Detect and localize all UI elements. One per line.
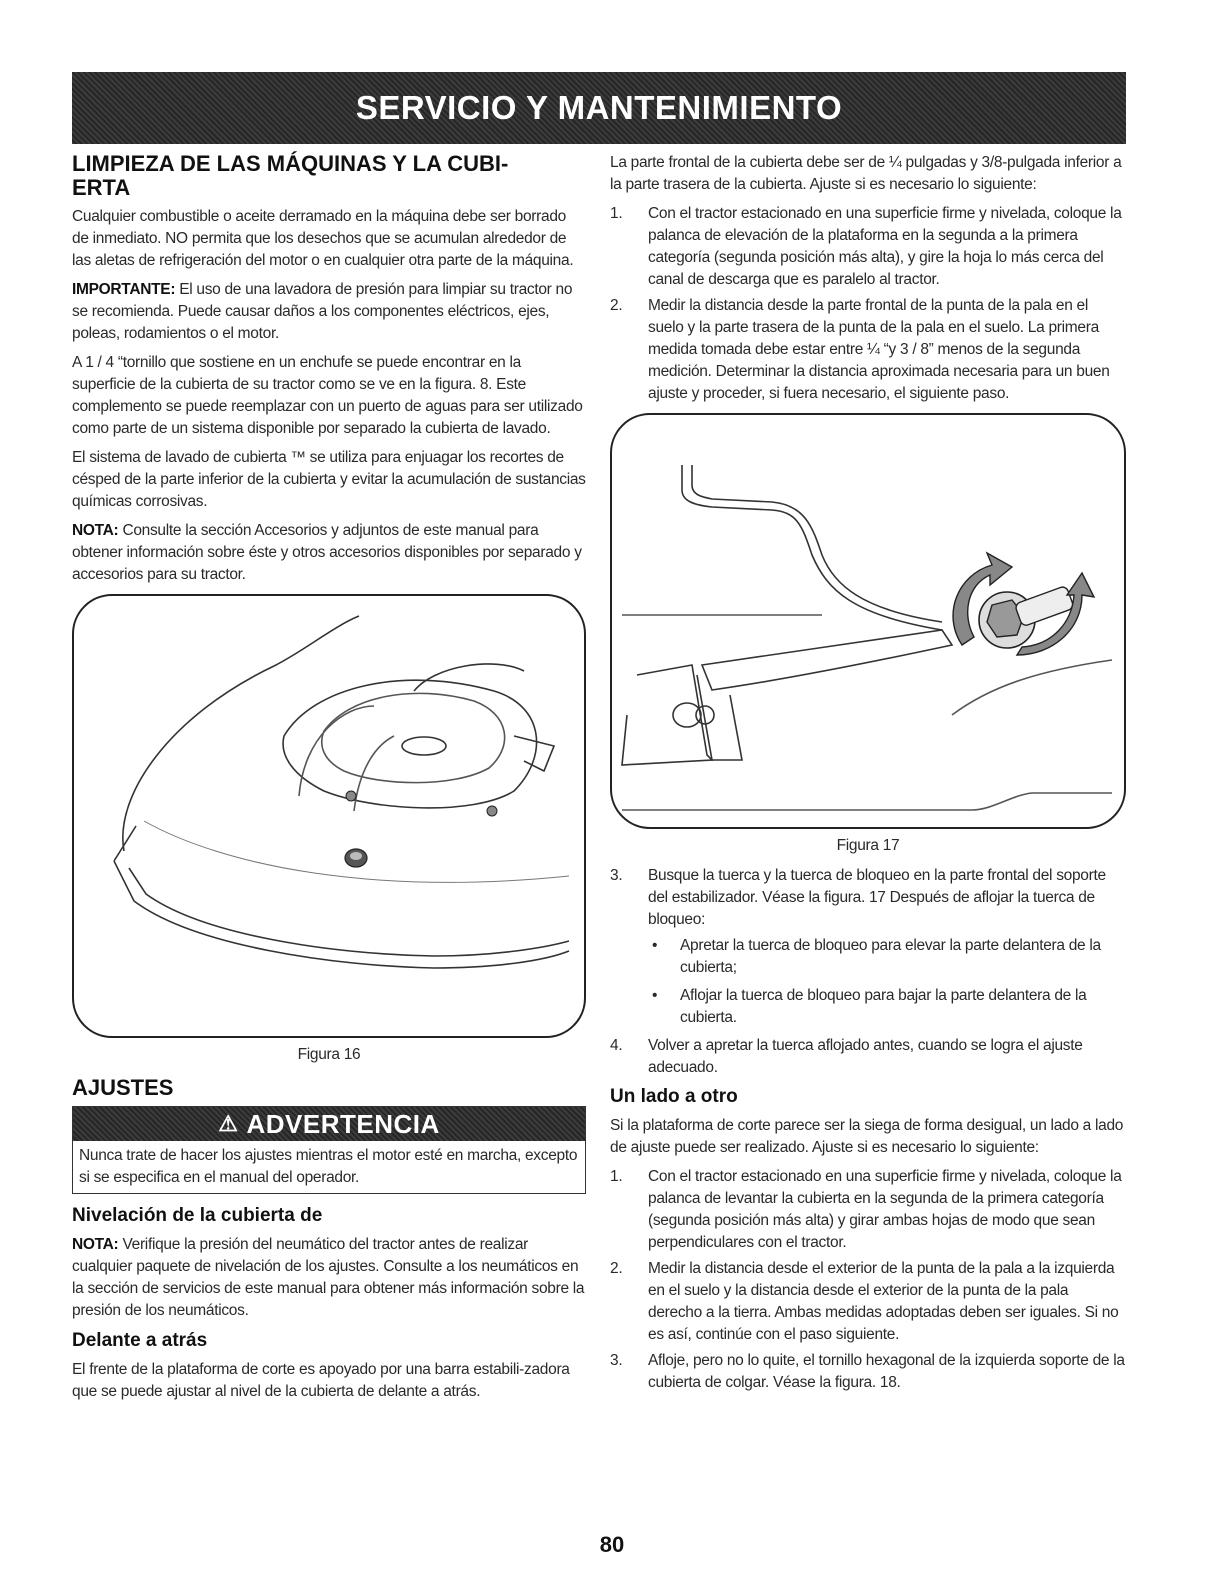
step-text: Volver a apretar la tuerca aflojado antes, cuando se logra el ajuste adecuado. — [648, 1037, 1083, 1076]
stabilizer-rod — [682, 465, 942, 630]
locknut-bullets — [610, 935, 1126, 1029]
step-number: 2. — [610, 297, 623, 314]
importante-text: El uso de una lavadora de presión para limpiar su tractor no se recomienda. Puede causar daños a los componentes eléctricos, ejes, poleas, rodamientos o el motor. — [72, 281, 573, 342]
ground-line-bottom — [622, 793, 1112, 810]
list-item — [610, 1166, 1126, 1254]
left-column — [72, 152, 586, 1410]
heading-nivelacion: Nivelación de la cubierta de — [72, 1205, 323, 1226]
deck-front — [952, 660, 1112, 715]
figure-17 — [610, 413, 1126, 829]
heading-limpieza-line1: LIMPIEZA DE LAS MÁQUINAS Y LA CUBI- — [72, 151, 509, 176]
pulley-hub — [402, 737, 446, 755]
paragraph-nota-accesorios — [72, 520, 586, 586]
bullet-item: • Apretar la tuerca de bloqueo para elevar la parte delantera de la cubierta; — [610, 935, 1126, 979]
heading-ajustes: AJUSTES — [72, 1075, 174, 1100]
list-item — [610, 1035, 1126, 1079]
paragraph-delante-atras: El frente de la plataforma de corte es apoyado por una barra estabili-zadora que se puede ajustar al nivel de la cubierta de delante a atrás. — [72, 1361, 570, 1400]
stabilizer-rod-2 — [692, 465, 942, 622]
steps-frontal — [610, 203, 1126, 405]
steps-lado — [610, 1166, 1126, 1394]
bolt-right — [487, 806, 497, 816]
step-text: Con el tractor estacionado en una superficie firme y nivelada, coloque la palanca de elevación de la plataforma en la segunda a la primera categoría (segunda posición más alta), y gire la hoja lo más cerca del canal de descarga que es paralelo al tractor. — [648, 205, 1122, 288]
warning-title: ADVERTENCIA — [246, 1108, 440, 1139]
nota-text: Consulte la sección Accesorios y adjuntos de este manual para obtener información sobre éste y otros accesorios disponibles por separado y accesorios para su tractor. — [72, 522, 582, 583]
paragraph-importante — [72, 279, 586, 345]
figure-16 — [72, 594, 586, 1038]
heading-limpieza-line2: ERTA — [72, 175, 131, 200]
figure-17-caption: Figura 17 — [836, 837, 900, 854]
step-number: 1. — [610, 205, 623, 222]
washout-plug — [345, 849, 367, 867]
belt-guard — [414, 664, 524, 691]
page-number: 80 — [599, 1532, 625, 1557]
warning-header — [73, 1107, 585, 1141]
step-number: 3. — [610, 1352, 623, 1369]
warning-box — [72, 1106, 586, 1194]
paragraph-nivelacion — [72, 1234, 586, 1322]
steps-retighten — [610, 1035, 1126, 1079]
cover-lip-2 — [354, 736, 394, 811]
nota-label: NOTA: — [72, 522, 119, 539]
section-banner — [72, 72, 1126, 144]
paragraph-intro-frontal: La parte frontal de la cubierta debe ser de ¼ pulgadas y 3/8-pulgada inferior a la parte trasera de la cubierta. Ajuste si es necesario lo siguiente: — [610, 154, 1122, 193]
nivelacion-nota-text: Verifique la presión del neumático del tractor antes de realizar cualquier paquete de nivelación de los ajustes. Consulte a los neumáticos en la sección de servicios de este manual para obtener más información sobre la presión de los neumáticos. — [72, 1236, 585, 1319]
belt-arm — [514, 736, 554, 771]
paragraph-limpieza-1: Cualquier combustible o aceite derramado en la máquina debe ser borrado de inmediato. NO permita que los desechos que se acumulan alrededor de las aletas de refrigeración del motor o en cualquier otra parte de la máquina. — [72, 208, 574, 269]
step-text: Con el tractor estacionado en una superficie firme y nivelada, coloque la palanca de levantar la cubierta en la segunda de la primera categoría (segunda posición más alta) y girar ambas hojas de modo que sean perpendiculares con el tractor. — [648, 1168, 1122, 1251]
step-text: Medir la distancia desde la parte frontal de la punta de la pala en el suelo y la parte trasera de la punta de la pala en el suelo. La primera medida tomada debe estar entre ¼ “y 3 / 8” menos de la segunda medición. Determinar la distancia aproximada necesaria para un buen ajuste y proceder, si fuera necesario, el siguiente paso. — [648, 297, 1110, 402]
bolt-left — [346, 791, 356, 801]
mower-deck-illustration — [74, 596, 584, 1036]
warning-text: Nunca trate de hacer los ajustes mientras el motor esté en marcha, excepto si se especifica en el manual del operador. — [79, 1147, 578, 1186]
list-item — [610, 203, 1126, 291]
step-number: 3. — [610, 867, 623, 884]
right-column — [610, 152, 1126, 1398]
list-item — [610, 295, 1126, 405]
heading-lado-a-otro: Un lado a otro — [610, 1086, 738, 1107]
deck-edge — [114, 826, 136, 861]
step-number: 2. — [610, 1260, 623, 1277]
paragraph-tornillo: A 1 / 4 “tornillo que sostiene en un enchufe se puede encontrar en la superficie de la cubierta de su tractor como se ve en la figura. 8. Este complemento se puede reemplazar con un puerto de aguas para ser utilizado como parte de un sistema disponible por separado la cubierta de lavado. — [72, 354, 583, 437]
list-item — [610, 1258, 1126, 1346]
list-item — [610, 865, 1126, 931]
paragraph-lado-intro: Si la plataforma de corte parece ser la siega de forma desigual, un lado a lado de ajuste puede ser realizado. Ajuste si es necesario lo siguiente: — [610, 1117, 1124, 1156]
step-text: Afloje, pero no lo quite, el tornillo hexagonal de la izquierda soporte de la cubierta de colgar. Véase la figura. 18. — [648, 1352, 1125, 1391]
paragraph-sistema-lavado: El sistema de lavado de cubierta ™ se utiliza para enjuagar los recortes de césped de la parte inferior de la cubierta y evitar la acumulación de sustancias químicas corrosivas. — [72, 449, 586, 510]
step-number: 1. — [610, 1168, 623, 1185]
page-title: SERVICIO Y MANTENIMIENTO — [355, 89, 843, 126]
heading-limpieza — [72, 152, 586, 200]
step-number: 4. — [610, 1037, 623, 1054]
bracket-tab — [697, 675, 742, 760]
list-item — [610, 1350, 1126, 1394]
steps-locknut — [610, 865, 1126, 931]
nivelacion-nota-label: NOTA: — [72, 1236, 119, 1253]
figure-16-caption: Figura 16 — [297, 1046, 361, 1063]
warning-triangle-icon: ⚠ — [218, 1111, 239, 1136]
importante-label: IMPORTANTE: — [72, 281, 176, 298]
stabilizer-illustration — [612, 415, 1124, 827]
heading-delante-atras: Delante a atrás — [72, 1330, 208, 1351]
lower-bar — [702, 630, 952, 690]
bullet-item: • Aflojar la tuerca de bloqueo para bajar la parte delantera de la cubierta. — [610, 985, 1126, 1029]
step-text: Medir la distancia desde el exterior de la punta de la pala a la izquierda en el suelo y la distancia desde el exterior de la punta de la pala derecho a la tierra. Ambas medidas adoptadas deben ser iguales. Si no es así, continúe con el paso siguiente. — [648, 1260, 1119, 1343]
step-text: Busque la tuerca y la tuerca de bloqueo en la parte frontal del soporte del estabilizador. Véase la figura. 17 Después de aflojar la tuerca de bloqueo: — [648, 867, 1106, 928]
